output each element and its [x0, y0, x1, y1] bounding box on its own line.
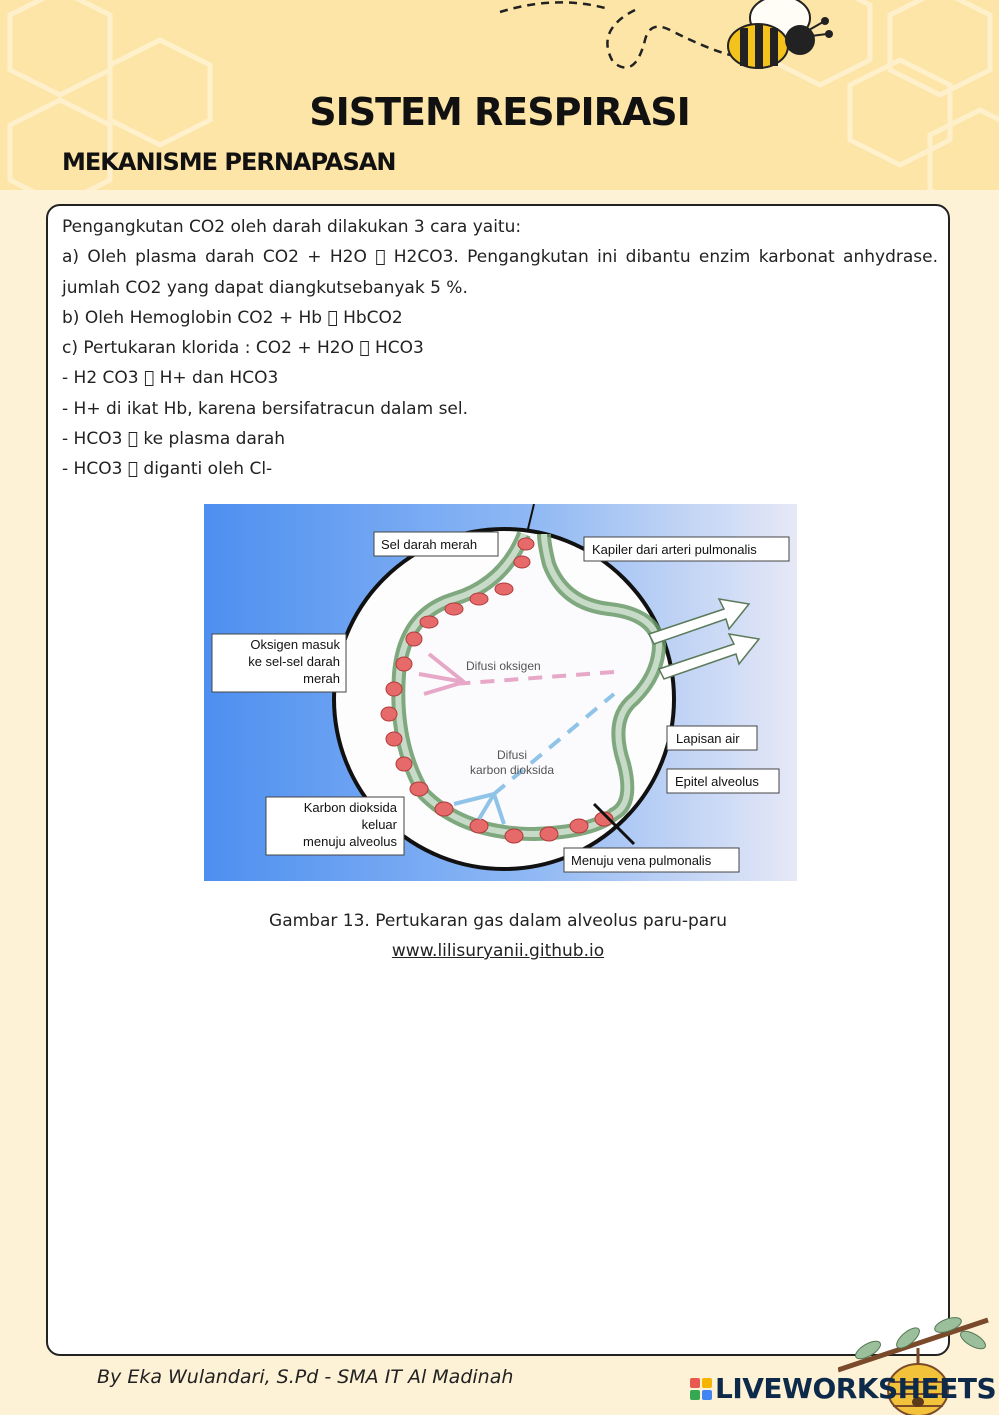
alveolus-diagram — [204, 504, 797, 881]
label-text: merah — [303, 671, 340, 686]
page-title: SISTEM RESPIRASI — [309, 90, 690, 134]
content-text — [62, 212, 938, 485]
author-credit: By Eka Wulandari, S.Pd - SMA IT Al Madinah — [97, 1366, 514, 1388]
label-kapiler — [584, 537, 789, 561]
point-c: c) Pertukaran klorida : CO2 + H2O   HCO3 — [62, 338, 424, 359]
label-text: Oksigen masuk — [250, 637, 340, 652]
label-text: Lapisan air — [676, 731, 740, 746]
label-text: Sel darah merah — [381, 537, 478, 552]
label-text: Kapiler dari arteri pulmonalis — [592, 542, 757, 557]
label-text: Epitel alveolus — [675, 774, 759, 789]
liveworksheets-logo[interactable] — [690, 1372, 996, 1405]
label-lapisan-air — [667, 726, 757, 750]
brand-text: LIVEWORKSHEETS — [715, 1372, 997, 1405]
label-sel-darah-merah — [374, 532, 498, 556]
intro-text: Pengangkutan CO2 oleh darah dilakukan 3 cara yaitu: — [62, 217, 522, 237]
content-card — [46, 204, 950, 1356]
label-text: keluar — [361, 817, 397, 832]
label-text: menuju alveolus — [303, 834, 397, 849]
figure-caption: Gambar 13. Pertukaran gas dalam alveolus paru-paru — [269, 911, 727, 931]
section-subtitle: MEKANISME PERNAPASAN — [62, 148, 396, 176]
label-karbon — [266, 797, 404, 855]
label-difusi-karbon: karbon dioksida — [469, 763, 555, 777]
label-text: ke sel-sel darah — [248, 654, 340, 669]
point-b: b) Oleh Hemoglobin CO2 + Hb   HbCO2 — [62, 307, 403, 328]
label-text: Karbon dioksida — [303, 800, 397, 815]
label-difusi: Difusi — [496, 748, 528, 762]
source-link[interactable]: www.lilisuryanii.github.io — [391, 941, 605, 961]
header-banner — [0, 0, 999, 190]
bullet-item: - HCO3   ke plasma darah — [62, 429, 286, 450]
label-text: Menuju vena pulmonalis — [571, 853, 712, 868]
figure-caption-block — [48, 906, 948, 966]
point-a: a) Oleh plasma darah CO2 + H2O   H2CO3. Pengangkutan ini dibantu enzim karbonat anhydrase. jumlah CO2 yang dapat diangkutsebanyak 5 %. — [62, 247, 938, 298]
bullet-item: - H2 CO3   H+ dan HCO3 — [62, 368, 279, 389]
label-menuju-vena — [564, 848, 739, 872]
bee-illustration — [495, 0, 855, 90]
bullet-item: - H+ di ikat Hb, karena bersifatracun dalam sel. — [62, 398, 469, 419]
bullet-item: - HCO3   diganti oleh Cl- — [62, 459, 273, 480]
label-oksigen — [212, 634, 346, 692]
label-epitel — [667, 769, 779, 793]
label-difusi-oksigen: Difusi oksigen — [466, 659, 541, 673]
logo-grid-icon — [690, 1378, 712, 1400]
